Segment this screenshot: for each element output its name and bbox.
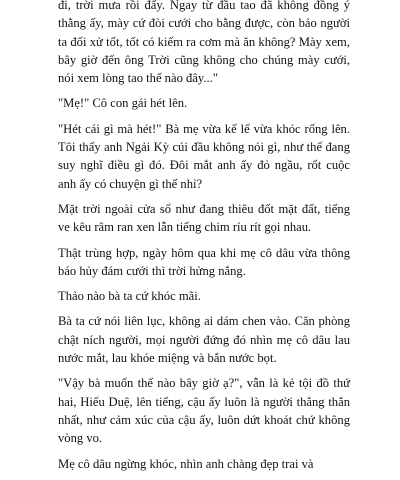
paragraph-9: Mẹ cô dâu ngừng khóc, nhìn anh chàng đẹp trai và <box>58 456 314 471</box>
paragraph-5: Thật trùng hợp, ngày hôm qua khi mẹ cô dâu vừa thông báo hủy đám cưới thì trời hửng nắng. <box>58 245 350 278</box>
paragraph-2: "Mẹ!" Cô con gái hét lên. <box>58 96 188 111</box>
paragraph-8: "Vậy bà muốn thế nào bây giờ ạ?", vẫn là kẻ tội đồ thứ hai, Hiểu Duệ, lên tiếng, cậu ấy luôn là người thẳng thắn nhất, như cảm xúc của cậu ấy, luôn dứt khoát chứ không vòng vo. <box>58 376 350 446</box>
paragraph-3: "Hét cái gì mà hét!" Bà mẹ vừa kể lể vừa khóc rống lên. Tôi thấy anh Ngải Kỳ cúi đầu không nói gì, như thể đang suy nghĩ điều gì đó. Đôi mắt anh ấy đỏ ngầu, rốt cuộc anh ấy có chuyện gì thế nhỉ? <box>58 121 350 191</box>
paragraph-7: Bà ta cứ nói liên lục, không ai dám chen vào. Căn phòng chật ních người, mọi người đứng đó nhìn mẹ cô dâu lau nước mắt, lau khóe miệng và bắn nước bọt. <box>58 314 350 366</box>
paragraph-6: Thảo nào bà ta cứ khóc mãi. <box>58 289 201 304</box>
body-text <box>58 0 350 480</box>
paragraph-4: Mặt trời ngoài cửa sổ như đang thiêu đốt mặt đất, tiếng ve kêu râm ran xen lẫn tiếng chim ríu rít gọi nhau. <box>58 201 350 235</box>
paragraph-1: đi, trời mưa rồi đấy. Ngay từ đầu tao đã không đồng ý thằng ấy, mày cứ đòi cưới cho bằng được, còn bảo người ta đối xử tốt, tốt có kiếm ra cơm mà ăn không? Mày xem, bây giờ đến ông Trời cũng không cho chúng mày cưới, nói xem lòng tao thế nào đây..." <box>58 0 350 86</box>
